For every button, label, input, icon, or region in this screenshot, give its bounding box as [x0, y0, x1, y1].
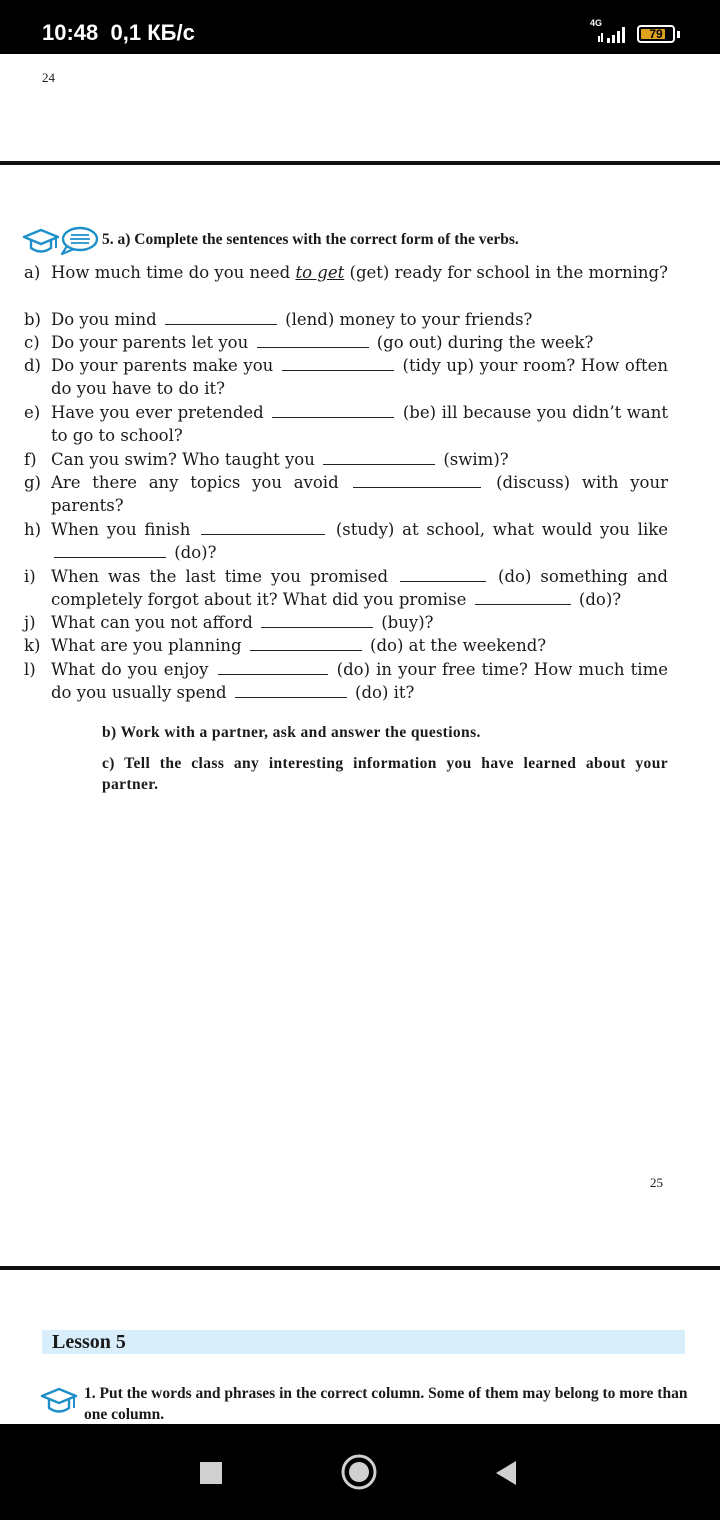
exercise-part-c: c) Tell the class any interesting information you have learned about your partner.	[102, 755, 668, 793]
answer-blank[interactable]	[272, 403, 394, 418]
page-number-top: 24	[42, 70, 55, 85]
question-i	[24, 565, 668, 612]
question-label: c)	[24, 333, 40, 352]
question-text: When you finish (study) at school, what would you like (do)?	[51, 520, 668, 563]
question-text: How much time do you need to get (get) ready for school in the morning?	[51, 263, 668, 282]
question-j	[24, 611, 668, 634]
back-icon[interactable]	[494, 1459, 518, 1487]
question-label: e)	[24, 403, 41, 422]
network-type: 4G	[590, 18, 603, 28]
question-d	[24, 354, 668, 401]
answer-blank[interactable]	[475, 590, 571, 605]
answer-blank[interactable]	[261, 613, 373, 628]
question-e	[24, 401, 668, 448]
navigation-bar	[0, 1424, 720, 1520]
status-bar	[0, 0, 720, 54]
question-label: b)	[24, 310, 41, 329]
answer-blank[interactable]	[235, 683, 347, 698]
answer-blank[interactable]	[400, 567, 486, 582]
battery-tip	[677, 31, 680, 38]
lesson-header	[42, 1330, 685, 1354]
status-time: 10:48 0,1 КБ/с	[42, 20, 195, 45]
question-text: What are you planning (do) at the weekend?	[51, 636, 547, 655]
question-label: j)	[24, 613, 36, 632]
answer-blank[interactable]	[165, 310, 277, 325]
question-label: i)	[24, 567, 36, 586]
answer-blank[interactable]	[250, 636, 362, 651]
graduation-cap-icon	[40, 1385, 80, 1417]
question-c	[24, 331, 668, 354]
answer-blank[interactable]	[218, 660, 328, 675]
home-icon[interactable]	[340, 1453, 378, 1491]
answer-blank[interactable]	[54, 543, 166, 558]
question-label: d)	[24, 356, 41, 375]
question-a	[24, 261, 668, 284]
question-label: a)	[24, 263, 41, 282]
battery-level: 79	[649, 27, 663, 41]
speech-bubble-icon	[58, 226, 100, 256]
question-text: Have you ever pretended (be) ill because you didn’t want to go to school?	[51, 403, 668, 446]
question-label: f)	[24, 450, 37, 469]
network-speed: 0,1 КБ/с	[110, 20, 195, 45]
answer-blank[interactable]	[201, 520, 325, 535]
question-label: h)	[24, 520, 42, 539]
question-text: What can you not afford (buy)?	[51, 613, 434, 632]
answer-blank[interactable]	[353, 473, 481, 488]
lesson-title: Lesson 5	[52, 1331, 126, 1353]
answer-blank[interactable]	[282, 356, 394, 371]
signal-icon	[598, 24, 628, 44]
question-label: g)	[24, 473, 41, 492]
question-g	[24, 471, 668, 518]
question-text: Do your parents let you (go out) during the week?	[51, 333, 594, 352]
question-f	[24, 448, 668, 471]
question-b	[24, 308, 668, 331]
page-divider-bottom	[0, 1266, 720, 1270]
page-divider-top	[0, 161, 720, 165]
example-answer: to get	[295, 263, 345, 282]
question-label: l)	[24, 660, 36, 679]
answer-blank[interactable]	[257, 333, 369, 348]
question-text: Do you mind (lend) money to your friends?	[51, 310, 533, 329]
question-k	[24, 634, 668, 657]
question-h	[24, 518, 668, 565]
question-label: k)	[24, 636, 41, 655]
exercise-title: 5. a) Complete the sentences with the correct form of the verbs.	[102, 231, 519, 248]
page-number-bottom: 25	[650, 1175, 663, 1190]
question-text: When was the last time you promised (do) something and completely forgot about it? What did you promise (do)?	[51, 567, 668, 610]
question-text: Do your parents make you (tidy up) your room? How often do you have to do it?	[51, 356, 668, 399]
lesson-task: 1. Put the words and phrases in the correct column. Some of them may belong to more than one column.	[84, 1385, 688, 1423]
question-text: What do you enjoy (do) in your free time? How much time do you usually spend (do) it?	[51, 660, 668, 703]
exercise-part-b: b) Work with a partner, ask and answer the questions.	[102, 724, 481, 741]
recent-apps-icon[interactable]	[199, 1461, 223, 1485]
question-l	[24, 658, 668, 705]
question-text: Are there any topics you avoid (discuss) with your parents?	[51, 473, 668, 516]
graduation-cap-icon	[22, 226, 62, 256]
answer-blank[interactable]	[323, 450, 435, 465]
battery-icon	[637, 25, 675, 43]
question-text: Can you swim? Who taught you (swim)?	[51, 450, 509, 469]
